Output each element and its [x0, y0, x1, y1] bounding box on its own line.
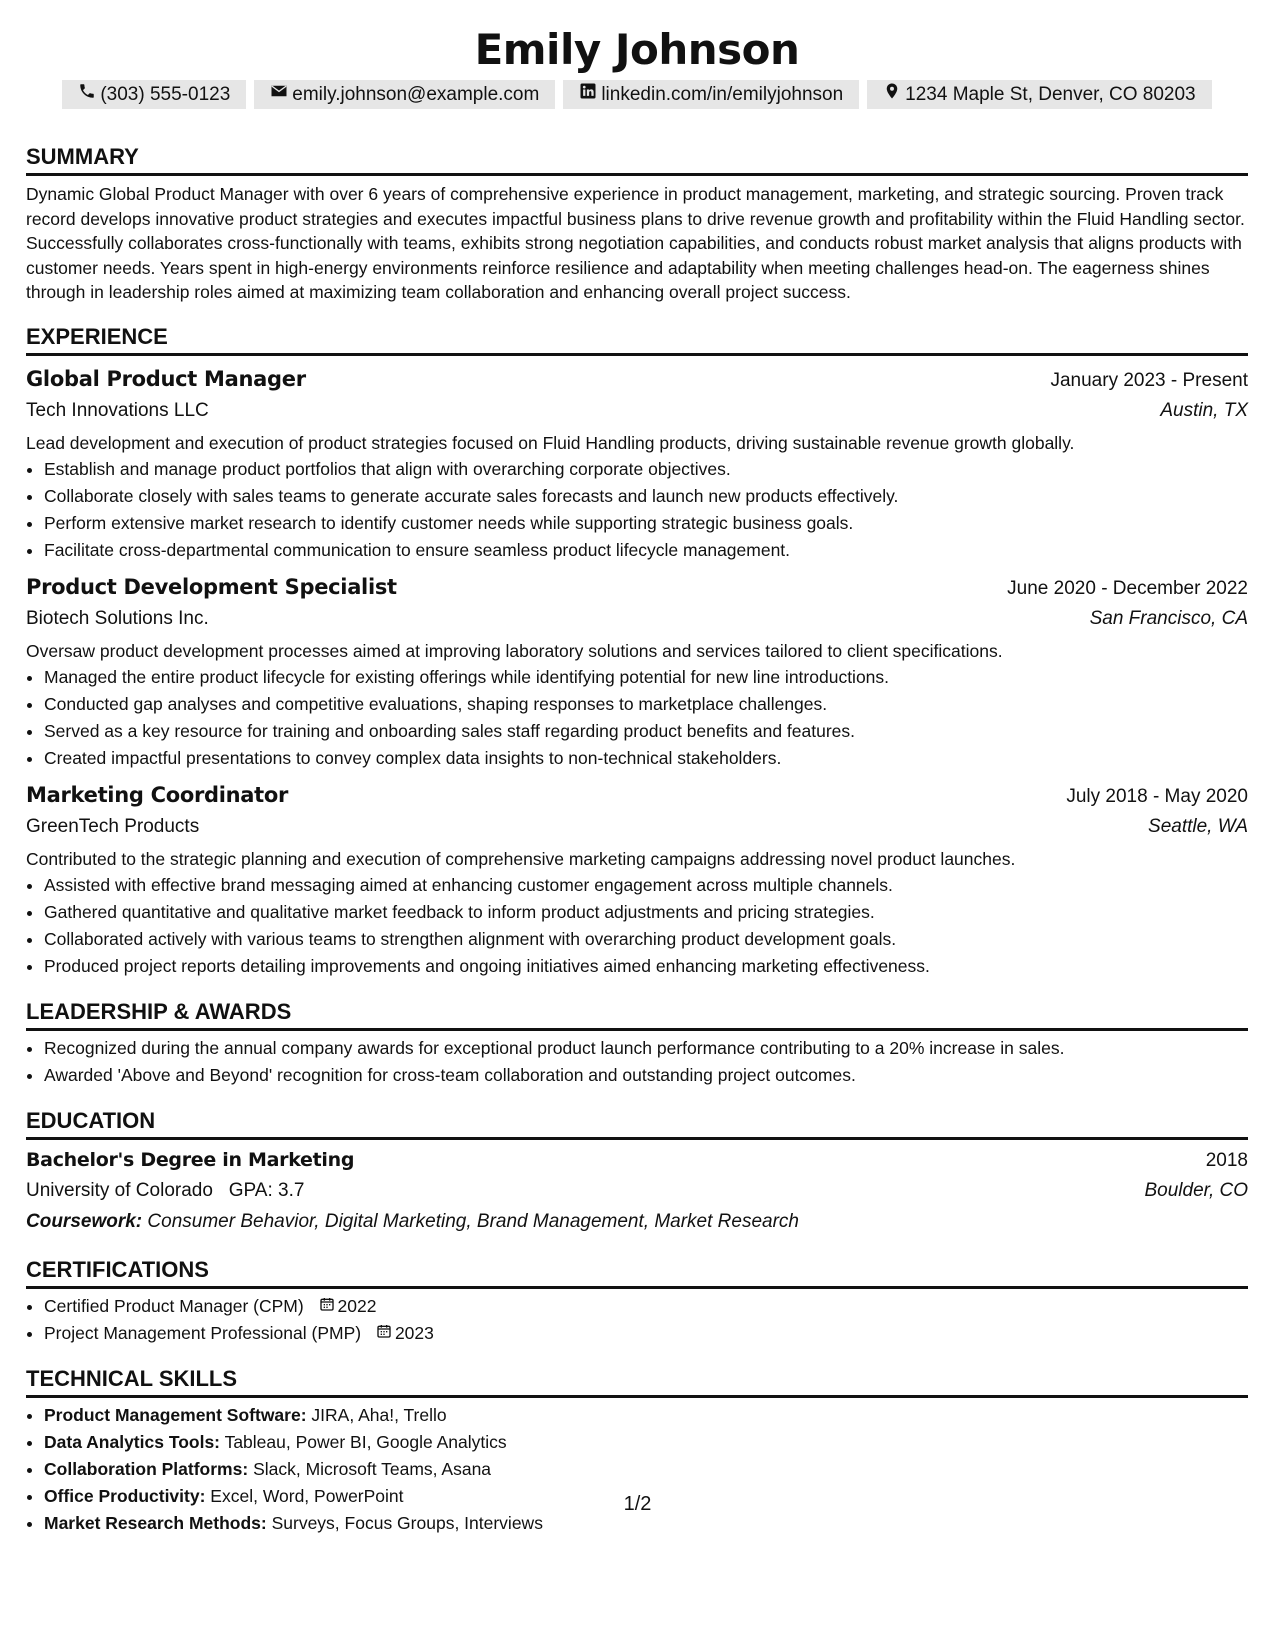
- skill-label: Market Research Methods:: [44, 1512, 267, 1533]
- contact-linkedin[interactable]: [563, 80, 859, 109]
- job-dates: January 2023 - Present: [1050, 369, 1248, 391]
- certification-list: [26, 1293, 1248, 1347]
- summary-text: Dynamic Global Product Manager with over 6 years of comprehensive experience in product management, marketing, and strategic sourcing. Proven track record develops innovative product strategies and executes impactful business plans to drive revenue growth and profitability within the Fluid Handling sector. Successfully collaborates cross-functionally with teams, exhibits strong negotiation capabilities, and conducts robust market analysis that aligns products with customer needs. Years spent in high-energy environments reinforce resilience and adaptability when meeting challenges head-on. The eagerness shines through in leadership roles aimed at maximizing team collaboration and enhancing overall project success.: [26, 184, 1245, 302]
- list-item: • Managed the entire product lifecycle for existing offerings while identifying potential for new line introductions.: [44, 664, 1248, 691]
- list-item: • Served as a key resource for training and onboarding sales staff regarding product benefits and features.: [44, 718, 1248, 745]
- skill-label: Data Analytics Tools:: [44, 1431, 221, 1452]
- skill-label: Office Productivity:: [44, 1485, 206, 1506]
- contact-address: [867, 80, 1211, 109]
- degree-year: 2018: [1205, 1149, 1248, 1171]
- company-name: GreenTech Products: [26, 815, 200, 837]
- coursework-label: Coursework:: [26, 1210, 143, 1232]
- list-item: • Collaborate closely with sales teams to generate accurate sales forecasts and launch new products effectively.: [44, 483, 1248, 510]
- company-name: Biotech Solutions Inc.: [26, 607, 209, 629]
- school-location: Boulder, CO: [1144, 1179, 1248, 1201]
- linkedin-icon: [579, 82, 597, 107]
- job-location: Austin, TX: [1160, 399, 1248, 421]
- list-item: [44, 1456, 1248, 1483]
- job-title: Marketing Coordinator: [26, 782, 289, 807]
- job-description: Oversaw product development processes aimed at improving laboratory solutions and services tailored to client specifications.: [26, 640, 1003, 661]
- job-dates: July 2018 - May 2020: [1066, 785, 1248, 807]
- summary-section: [26, 143, 1248, 305]
- skill-value: Tableau, Power BI, Google Analytics: [224, 1431, 507, 1452]
- contact-email[interactable]: [254, 80, 555, 109]
- skill-value: JIRA, Aha!, Trello: [311, 1404, 447, 1425]
- job-title: Product Development Specialist: [26, 574, 397, 599]
- education-section: [26, 1107, 1248, 1238]
- job-title: Global Product Manager: [26, 366, 306, 391]
- list-item: • Establish and manage product portfolios that align with overarching corporate objectives.: [44, 456, 1248, 483]
- leadership-bullets: [26, 1035, 1248, 1089]
- coursework-list: Consumer Behavior, Digital Marketing, Brand Management, Market Research: [147, 1210, 799, 1232]
- leadership-section: [26, 998, 1248, 1089]
- list-item: [44, 1293, 1248, 1320]
- job-description: Contributed to the strategic planning and execution of comprehensive marketing campaigns addressing novel product launches.: [26, 848, 1016, 869]
- section-title: SUMMARY: [26, 143, 1248, 176]
- list-item: • Facilitate cross-departmental communication to ensure seamless product lifecycle management.: [44, 537, 1248, 564]
- skill-label: Product Management Software:: [44, 1404, 307, 1425]
- contact-linkedin-text: linkedin.com/in/emilyjohnson: [601, 83, 844, 105]
- list-item: • Gathered quantitative and qualitative market feedback to inform product adjustments and pricing strategies.: [44, 899, 1248, 926]
- list-item: • Perform extensive market research to identify customer needs while supporting strategic business goals.: [44, 510, 1248, 537]
- contact-address-text: 1234 Maple St, Denver, CO 80203: [905, 83, 1196, 105]
- skill-value: Slack, Microsoft Teams, Asana: [253, 1458, 492, 1479]
- contact-phone[interactable]: [62, 80, 246, 109]
- calendar-icon: [319, 1293, 335, 1320]
- job-description: Lead development and execution of product strategies focused on Fluid Handling products, driving sustainable revenue growth globally.: [26, 432, 1075, 453]
- section-title: TECHNICAL SKILLS: [26, 1365, 1248, 1398]
- candidate-name: Emily Johnson: [474, 25, 800, 74]
- job-entry: [26, 780, 1248, 980]
- calendar-icon: [376, 1320, 392, 1347]
- page-number: 1/2: [623, 1493, 652, 1515]
- gpa-text: GPA: 3.7: [228, 1179, 305, 1201]
- list-item: [44, 1429, 1248, 1456]
- contact-phone-text: (303) 555-0123: [100, 83, 231, 105]
- job-location: Seattle, WA: [1148, 815, 1248, 837]
- contact-email-text: emily.johnson@example.com: [292, 83, 540, 105]
- section-title: EXPERIENCE: [26, 323, 1248, 356]
- list-item: • Conducted gap analyses and competitive evaluations, shaping responses to marketplace challenges.: [44, 691, 1248, 718]
- job-entry: [26, 364, 1248, 564]
- certification-name: Certified Product Manager (CPM): [44, 1295, 304, 1316]
- envelope-icon: [270, 82, 288, 107]
- job-bullets: [26, 872, 1248, 980]
- list-item: • Recognized during the annual company awards for exceptional product launch performance contributing to a 20% increase in sales.: [44, 1035, 1248, 1062]
- list-item: • Produced project reports detailing improvements and ongoing initiatives aimed enhancing marketing effectiveness.: [44, 953, 1248, 980]
- coursework-line: [26, 1206, 1248, 1238]
- resume-page: [26, 0, 1248, 1537]
- skill-value: Excel, Word, PowerPoint: [210, 1485, 404, 1506]
- job-location: San Francisco, CA: [1089, 607, 1248, 629]
- certification-year: 2023: [394, 1322, 434, 1343]
- degree-title: Bachelor's Degree in Marketing: [26, 1148, 355, 1171]
- skill-value: Surveys, Focus Groups, Interviews: [271, 1512, 543, 1533]
- job-entry: [26, 572, 1248, 772]
- job-bullets: [26, 664, 1248, 772]
- certification-year: 2022: [337, 1295, 377, 1316]
- experience-section: [26, 323, 1248, 980]
- company-name: Tech Innovations LLC: [26, 399, 209, 421]
- skills-list: [26, 1402, 1248, 1537]
- section-title: EDUCATION: [26, 1107, 1248, 1140]
- skill-label: Collaboration Platforms:: [44, 1458, 249, 1479]
- contact-bar: [26, 80, 1248, 109]
- list-item: • Awarded 'Above and Beyond' recognition for cross-team collaboration and outstanding project outcomes.: [44, 1062, 1248, 1089]
- school-name: University of Colorado: [26, 1179, 213, 1201]
- list-item: • Created impactful presentations to convey complex data insights to non-technical stakeholders.: [44, 745, 1248, 772]
- list-item: [44, 1320, 1248, 1347]
- list-item: [44, 1402, 1248, 1429]
- section-title: LEADERSHIP & AWARDS: [26, 998, 1248, 1031]
- phone-icon: [78, 82, 96, 107]
- list-item: • Assisted with effective brand messaging aimed at enhancing customer engagement across multiple channels.: [44, 872, 1248, 899]
- job-dates: June 2020 - December 2022: [1007, 577, 1248, 599]
- certifications-section: [26, 1256, 1248, 1347]
- list-item: • Collaborated actively with various teams to strengthen alignment with overarching product development goals.: [44, 926, 1248, 953]
- job-bullets: [26, 456, 1248, 564]
- certification-name: Project Management Professional (PMP): [44, 1322, 362, 1343]
- map-pin-icon: [883, 82, 901, 107]
- section-title: CERTIFICATIONS: [26, 1256, 1248, 1289]
